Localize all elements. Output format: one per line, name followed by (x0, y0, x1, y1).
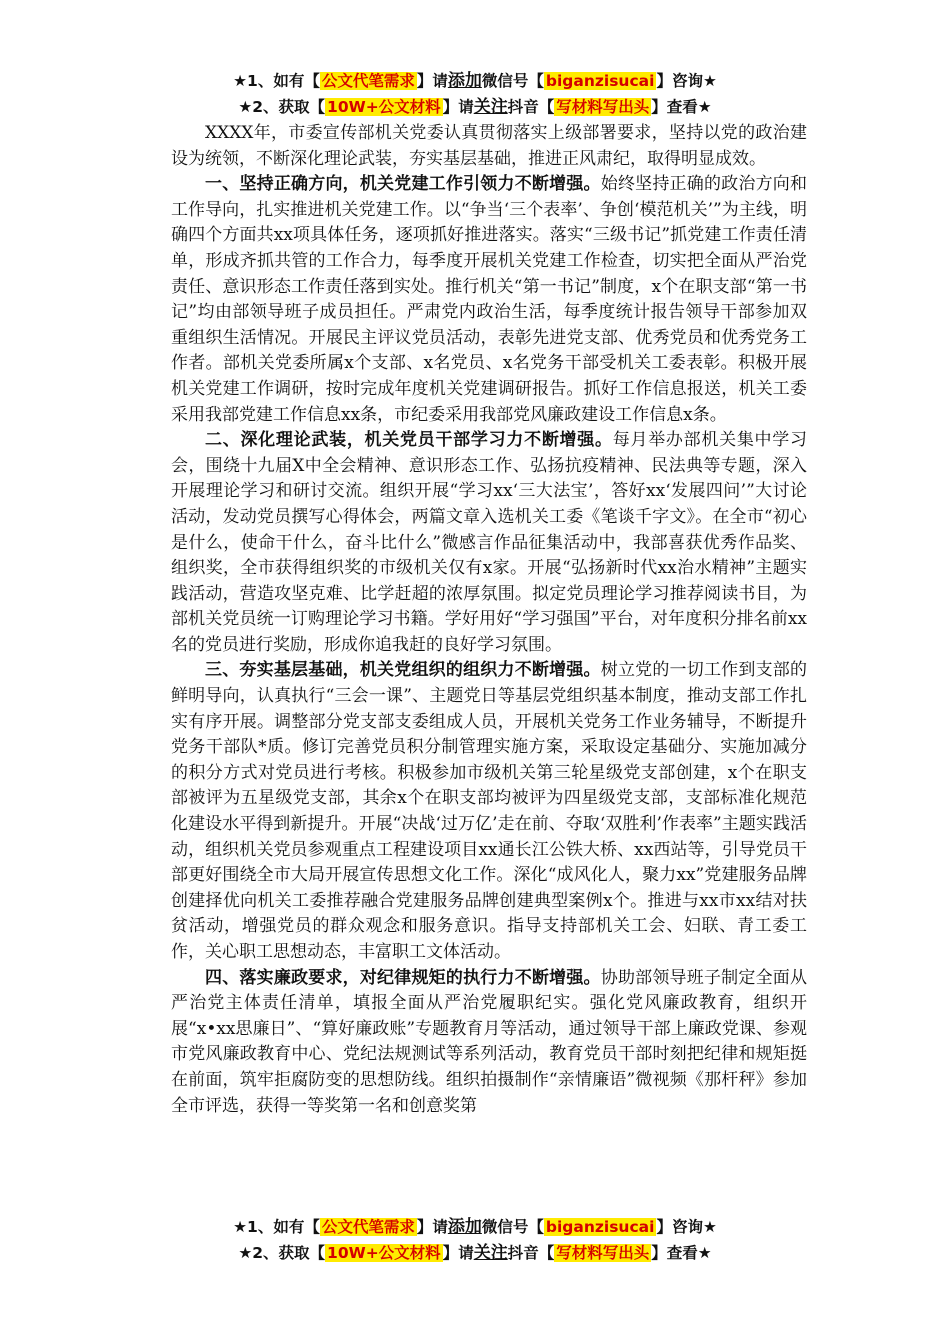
promo-line-2: ★2、获取【 10W+公文材料 】请关注抖音【 写材料写出头 】查看★ (238, 97, 712, 117)
section-heading-4: 四、落实廉政要求，对纪律规矩的执行力不断增强。 (205, 967, 601, 988)
section-body-1: 始终坚持正确的政治方向和工作导向，扎实推进机关党建工作。以“争当‘三个表率’、争创‘模范机关’”为主线，明确四个方面共xx项具体任务，逐项抓好推进落实。落实“三级书记”抓党建工作责任清单，形成齐抓共管的工作合力，每季度开展机关党建工作检查，切实把全面从严治党责任、意识形态工作责任落到实处。推行机关“第一书记”制度，x个在职支部“第一书记”均由部领导班子成员担任。严肃党内政治生活，每季度统计报告领导干部参加双重组织生活情况。开展民主评议党员活动，表彰先进党支部、优秀党员和优秀党务工作者。部机关党委所属x个支部、x名党员、x名党务干部受机关工委表彰。积极开展机关党建工作调研，按时完成年度机关党建调研报告。抓好工作信息报送，机关工委采用我部党建工作信息xx条，市纪委采用我部党风廉政建设工作信息x条。 (171, 174, 807, 425)
section-body-4: 协助部领导班子制定全面从严治党主体责任清单，填报全面从严治党履职纪实。强化党风廉政教育，组织开展“x•xx思廉日”、“算好廉政账”专题教育月等活动，通过领导干部上廉政党课、参观市党风廉政教育中心、党纪法规测试等系列活动，教育党员干部时刻把纪律和规矩挺在前面，筑牢拒腐防变的思想防线。组织拍摄制作“亲情廉语”微视频《那杆秤》参加全市评选，获得一等奖第一名和创意奖第 (171, 967, 807, 1116)
highlight-douyin-id-bottom: 写材料写出头 (556, 1244, 650, 1262)
highlight-douyin-id: 写材料写出头 (556, 98, 650, 116)
promo-banner-bottom (150, 1214, 800, 1266)
section-paragraph-4 (171, 966, 807, 1120)
section-paragraph-2 (171, 428, 807, 658)
promo-banner-top (150, 68, 800, 120)
highlight-service: 公文代笔需求 (321, 72, 415, 90)
promo-line-1-bottom: ★1、如有【 公文代笔需求 】请添加微信号【 biganzisucai 】咨询★ (233, 1217, 717, 1237)
promo-line-1: ★1、如有【 公文代笔需求 】请添加微信号【 biganzisucai 】咨询★ (233, 71, 717, 91)
highlight-wechat-id-bottom: biganzisucai (545, 1218, 655, 1236)
promo-line-2-bottom: ★2、获取【 10W+公文材料 】请关注抖音【 写材料写出头 】查看★ (238, 1243, 712, 1263)
section-body-3: 树立党的一切工作到支部的鲜明导向，认真执行“三会一课”、主题党日等基层党组织基本制度，推动支部工作扎实有序开展。调整部分党支部支委组成人员，开展机关党务工作业务辅导，不断提升党务干部队*质。修订完善党员积分制管理实施方案，采取设定基础分、实施加减分的积分方式对党员进行考核。积极参加市级机关第三轮星级党支部创建，x个在职支部被评为五星级党支部，其余x个在职支部均被评为四星级党支部，支部标准化规范化建设水平得到新提升。开展“决战‘过万亿’走在前、夺取‘双胜利’作表率”主题实践活动，组织机关党员参观重点工程建设项目xx通长江公铁大桥、xx西站等，引导党员干部更好围绕全市大局开展宣传思想文化工作。深化“成风化人，聚力xx”党建服务品牌创建择优向机关工委推荐融合党建服务品牌创建典型案例x个。推进与xx市xx结对扶贫活动，增强党员的群众观念和服务意识。指导支持部机关工会、妇联、青工委工作，关心职工思想动态，丰富职工文体活动。 (171, 660, 807, 962)
section-heading-1: 一、坚持正确方向，机关党建工作引领力不断增强。 (205, 174, 601, 195)
highlight-materials-bottom: 10W+公文材料 (327, 1244, 441, 1262)
intro-paragraph: XXXX年，市委宣传部机关党委认真贯彻落实上级部署要求，坚持以党的政治建设为统领，不断深化理论武装，夯实基层基础，推进正风肃纪，取得明显成效。 (171, 123, 807, 169)
section-body-2: 每月举办部机关集中学习会，围绕十九届X中全会精神、意识形态工作、弘扬抗疫精神、民法典等专题，深入开展理论学习和研讨交流。组织开展“学习xx‘三大法宝’，答好xx‘发展四问’”大讨论活动，发动党员撰写心得体会，两篇文章入选机关工委《笔谈千字文》。在全市“初心是什么，使命干什么，奋斗比什么”微感言作品征集活动中，我部喜获优秀作品奖、组织奖，全市获得组织奖的市级机关仅有x家。开展“弘扬新时代xx治水精神”主题实践活动，营造攻坚克难、比学赶超的浓厚氛围。拟定党员理论学习推荐阅读书目，为部机关党员统一订购理论学习书籍。学好用好“学习强国”平台，对年度积分排名前xx名的党员进行奖励，形成你追我赶的良好学习氛围。 (171, 430, 808, 655)
highlight-service-bottom: 公文代笔需求 (321, 1218, 415, 1236)
document-body (171, 121, 807, 1119)
section-heading-3: 三、夯实基层基础，机关党组织的组织力不断增强。 (205, 660, 601, 681)
section-heading-2: 二、深化理论武装，机关党员干部学习力不断增强。 (205, 430, 613, 451)
section-paragraph-3 (171, 658, 807, 965)
highlight-wechat-id: biganzisucai (545, 72, 655, 90)
highlight-materials: 10W+公文材料 (327, 98, 441, 116)
section-paragraph-1 (171, 172, 807, 428)
